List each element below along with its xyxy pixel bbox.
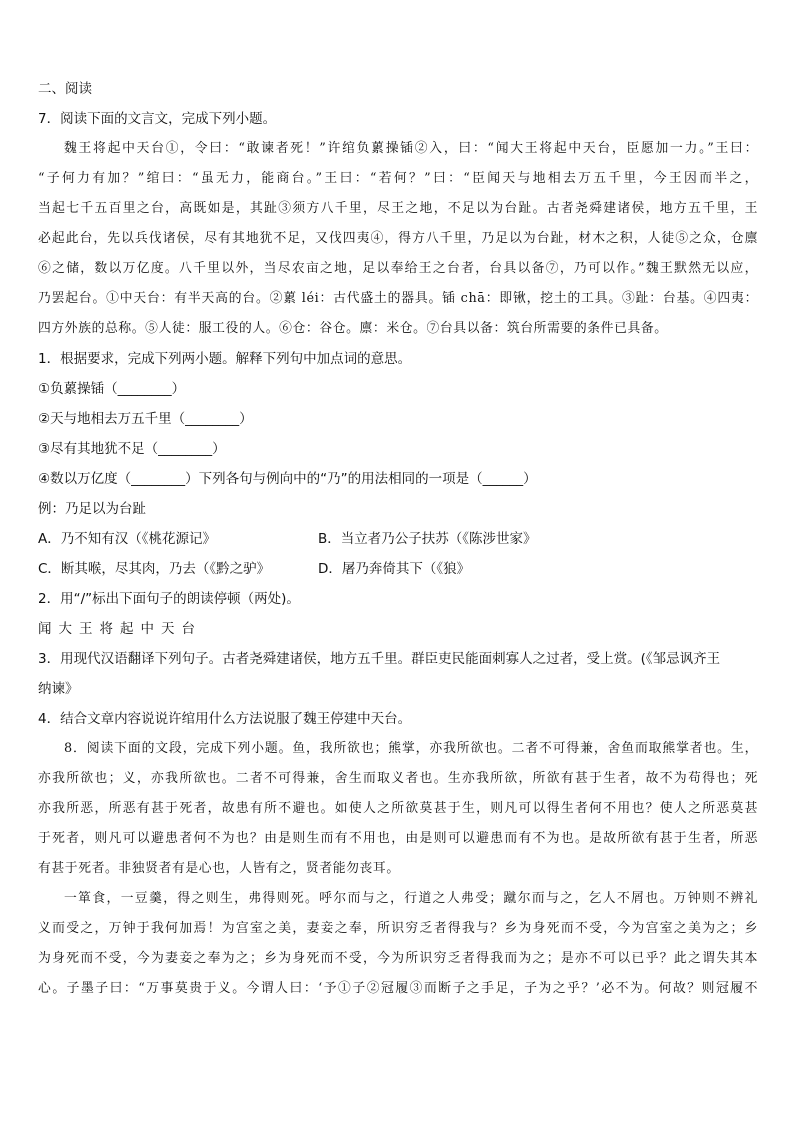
subquestion-3-prompt-cont: 纳谏》 — [38, 681, 79, 697]
passage-line: 义而受之，万钟于我何加焉！为宫室之美，妻妾之奉，所识穷乏者得我与？乡为身死而不受，今为宫室之美为之；乡 — [38, 921, 758, 936]
option-a: A．乃不知有汉（《桃花源记》 — [38, 531, 216, 547]
subquestion-1-prompt: 1．根据要求，完成下列两小题。解释下列句中加点词的意思。 — [38, 351, 412, 367]
passage-line: 魏王将起中天台①，令曰：“敢谏者死！”许绾负蔂操锸②入，曰：“闻大王将起中天台，臣愿加一力。”王曰： — [64, 141, 758, 156]
worksheet-page — [38, 74, 758, 1004]
subquestion-1-item: ③尽有其地犹不足（________） — [38, 441, 226, 457]
passage-line: 一箪食，一豆羹，得之则生，弗得则死。呼尔而与之，行道之人弗受；蹴尔而与之，乞人不屑也。万钟则不辨礼 — [64, 891, 758, 906]
question-8-header: 8．阅读下面的文段，完成下列小题。鱼，我所欲也；熊掌，亦我所欲也。二者不可得兼，舍鱼而取熊掌者也。生， — [64, 741, 758, 756]
question-7-header: 7．阅读下面的文言文，完成下列小题。 — [38, 111, 277, 127]
passage-line: ⑥之储，数以万亿度。八千里以外，当尽农亩之地，足以奉给王之台者，台具以备⑦，乃可以作。”魏王默然无以应， — [38, 261, 758, 276]
example-sentence: 例：乃足以为台趾 — [38, 501, 146, 517]
subquestion-1-item: ②天与地相去万五千里（________） — [38, 411, 253, 427]
options-row-cd — [38, 554, 758, 584]
subquestion-2-prompt: 2．用“/”标出下面句子的朗读停顿（两处)。 — [38, 591, 300, 607]
question-8-passage — [38, 734, 758, 1004]
option-c: C．断其喉，尽其肉，乃去（《黔之驴》 — [38, 561, 271, 577]
passage-line: “子何力有加？”绾曰：“虽无力，能商台。”王曰：“若何？”曰：“臣闻天与地相去万五千里，今王因而半之， — [38, 171, 758, 186]
section-title: 二、阅读 — [38, 81, 92, 97]
passage-line: 为身死而不受，今为妻妾之奉为之；乡为身死而不受，今为所识穷乏者得我而为之；是亦不可以已乎？此之谓失其本 — [38, 951, 758, 966]
options-row-ab — [38, 524, 758, 554]
passage-line: 必起此台，先以兵伐诸侯，尽有其地犹不足，又伐四夷④，得方八千里，乃足以为台趾，材木之积，人徒⑤之众，仓廪 — [38, 231, 758, 246]
passage-line: 于死者，则凡可以避患者何不为也？由是则生而有不用也，由是则可以避患而有不为也。是故所欲有甚于生者，所恶 — [38, 831, 758, 846]
question-7-passage — [38, 134, 758, 344]
passage-line: 有甚于死者。非独贤者有是心也，人皆有之，贤者能勿丧耳。 — [38, 861, 400, 876]
subquestion-4-prompt: 4．结合文章内容说说许绾用什么方法说服了魏王停建中天台。 — [38, 711, 412, 727]
subquestion-1-item: ④数以万亿度（________）下列各句与例向中的“乃”的用法相同的一项是（______） — [38, 471, 537, 487]
passage-line: 当起七千五百里之台，高既如是，其趾③须方八千里，尽王之地，不足以为台趾。古者尧舜建诸侯，地方五千里，王 — [38, 201, 758, 216]
subquestion-3-prompt: 3．用现代汉语翻译下列句子。古者尧舜建诸侯，地方五千里。群臣吏民能面刺寡人之过者，受上赏。(《邹忌讽齐王 — [38, 651, 721, 667]
option-d: D．屠乃奔倚其下（《狼》 — [318, 561, 471, 577]
subquestion-2-sentence: 闻大王将起中天台 — [38, 621, 202, 637]
option-b: B．当立者乃公子扶苏（《陈涉世家》 — [318, 531, 537, 547]
passage-line: 四方外族的总称。⑤人徒：服工役的人。⑥仓：谷仓。廪：米仓。⑦台具以备：筑台所需要的条件已具备。 — [38, 321, 668, 336]
passage-line: 乃罢起台。①中天台：有半天高的台。②蔂 léi：古代盛土的器具。锸 chā：即锹，挖土的工具。③趾：台基。④四夷： — [38, 291, 758, 306]
passage-line: 亦我所恶，所恶有甚于死者，故患有所不避也。如使人之所欲莫甚于生，则凡可以得生者何不用也？使人之所恶莫甚 — [38, 801, 758, 816]
passage-line: 心。子墨子曰：“万事莫贵于义。今谓人曰：‘予①子②冠履③而断子之手足，子为之乎？’必不为。何故？则冠履不 — [38, 981, 758, 996]
subquestion-1-item: ①负蔂操锸（________） — [38, 381, 186, 397]
passage-line: 亦我所欲也；义，亦我所欲也。二者不可得兼，舍生而取义者也。生亦我所欲，所欲有甚于生者，故不为苟得也；死 — [38, 771, 758, 786]
